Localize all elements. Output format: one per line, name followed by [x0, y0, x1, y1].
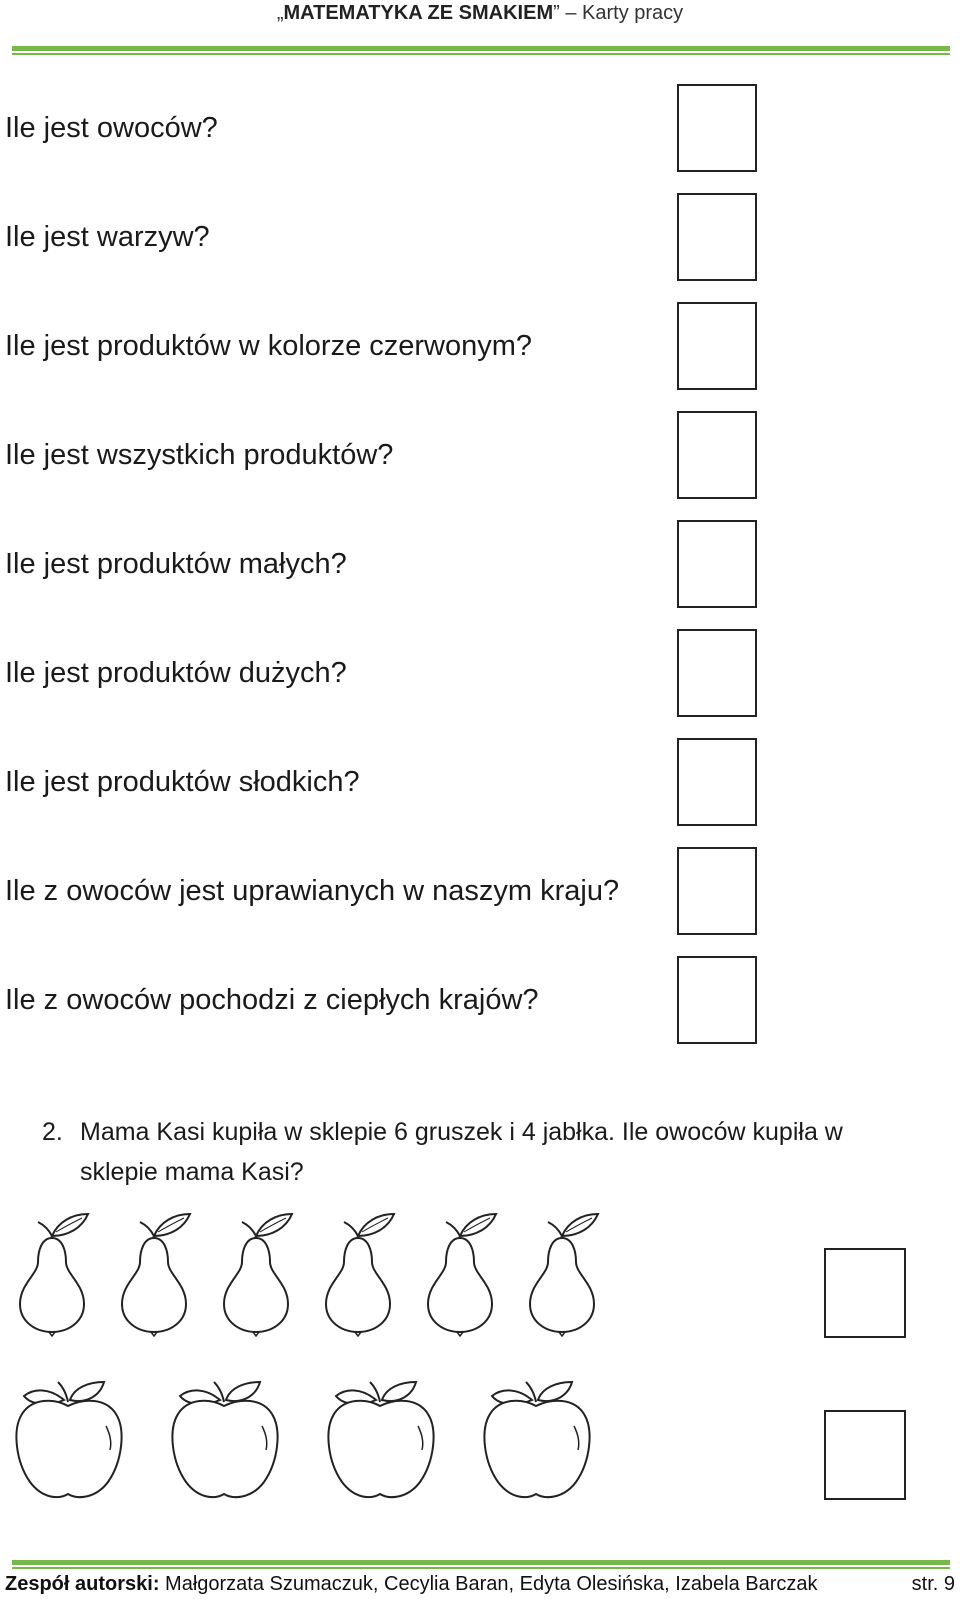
apples-answer-box[interactable]: [824, 1410, 906, 1500]
header-rule-thin: [12, 53, 950, 55]
answer-box[interactable]: [677, 956, 757, 1044]
footer-authors: Małgorzata Szumaczuk, Cecylia Baran, Edyta Olesińska, Izabela Barczak: [159, 1573, 818, 1595]
question-text: Ile jest warzyw?: [5, 221, 210, 253]
task-text: Mama Kasi kupiła w sklepie 6 gruszek i 4 jabłka. Ile owoców kupiła w sklepie mama Kasi?: [80, 1118, 843, 1186]
answer-box[interactable]: [677, 520, 757, 608]
page-header: [0, 0, 960, 30]
question-text: Ile jest produktów małych?: [5, 548, 347, 580]
answer-box[interactable]: [677, 84, 757, 172]
header-title: MATEMATYKA ZE SMAKIEM: [283, 2, 554, 24]
task-number: 2.: [42, 1118, 63, 1146]
apple-outline-icon: [478, 1378, 598, 1503]
pear-outline-icon: [216, 1210, 296, 1340]
apple-outline-icon: [322, 1378, 442, 1503]
header-subtitle: – Karty pracy: [559, 2, 684, 24]
question-text: Ile jest produktów w kolorze czerwonym?: [5, 330, 533, 362]
header-rule: [12, 46, 950, 51]
apple-outline-icon: [10, 1378, 130, 1503]
question-text: Ile z owoców pochodzi z ciepłych krajów?: [5, 984, 539, 1016]
question-text: Ile jest produktów dużych?: [5, 657, 347, 689]
apple-outline-icon: [166, 1378, 286, 1503]
task-2: [42, 1112, 902, 1192]
footer-rule: [12, 1560, 950, 1565]
header-open-quote: „: [276, 2, 284, 24]
answer-box[interactable]: [677, 738, 757, 826]
pear-outline-icon: [12, 1210, 92, 1340]
answer-box[interactable]: [677, 847, 757, 935]
question-text: Ile jest produktów słodkich?: [5, 766, 360, 798]
pear-outline-icon: [522, 1210, 602, 1340]
answer-box[interactable]: [677, 302, 757, 390]
pear-outline-icon: [318, 1210, 398, 1340]
answer-box[interactable]: [677, 629, 757, 717]
footer-label: Zespół autorski:: [5, 1573, 160, 1595]
pear-outline-icon: [114, 1210, 194, 1340]
answer-box[interactable]: [677, 193, 757, 281]
pears-answer-box[interactable]: [824, 1248, 906, 1338]
pear-outline-icon: [420, 1210, 500, 1340]
question-text: Ile jest owoców?: [5, 112, 218, 144]
footer-rule-thin: [12, 1567, 950, 1569]
page-number: str. 9: [911, 1573, 955, 1595]
question-text: Ile jest wszystkich produktów?: [5, 439, 394, 471]
answer-box[interactable]: [677, 411, 757, 499]
question-text: Ile z owoców jest uprawianych w naszym kraju?: [5, 875, 620, 907]
page-footer: [5, 1570, 955, 1599]
header-close-quote: ”: [553, 2, 560, 24]
